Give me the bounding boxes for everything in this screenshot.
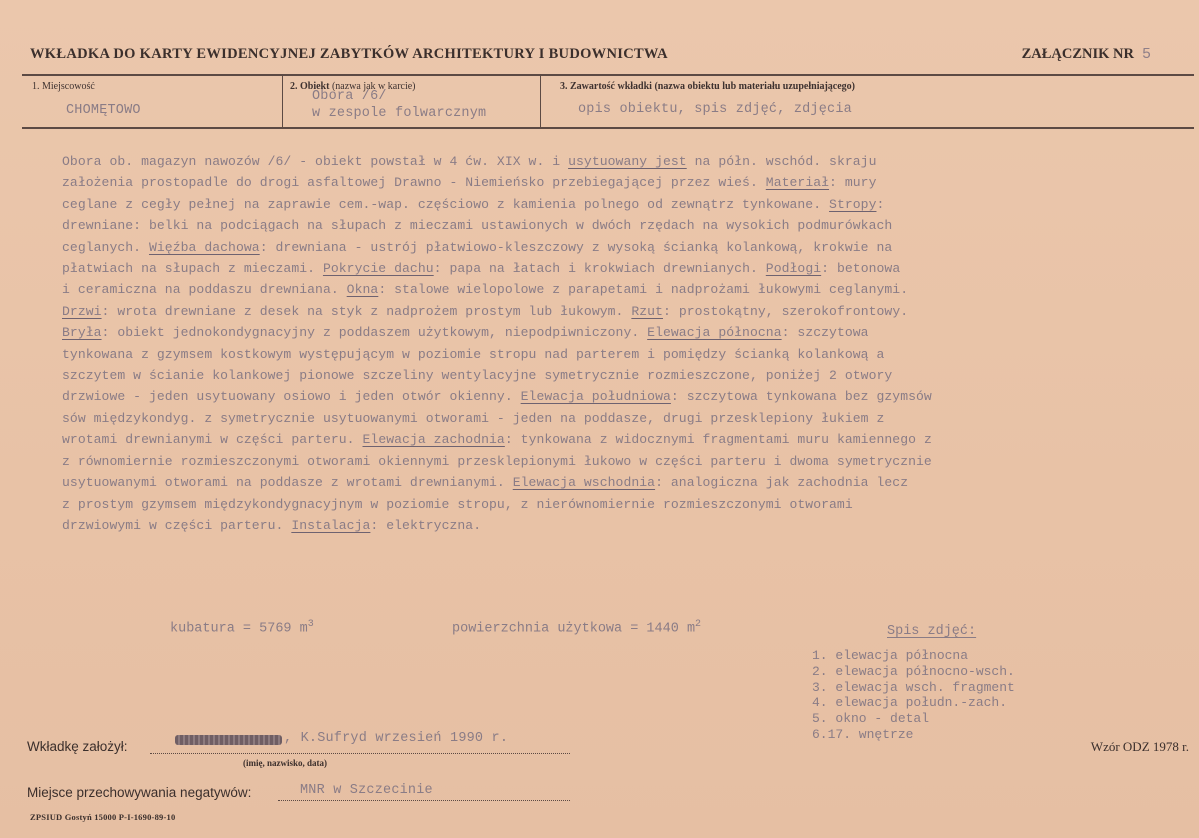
description-text: : szczytowa [781, 325, 869, 341]
description-text: drewniane: belki na podciągach na słupach z mieczami ustawionych w dwóch rzędach na wysokich podmurówkach [62, 218, 893, 234]
section-heading: Elewacja zachodnia [362, 432, 505, 448]
attachment-number-value: 5 [1141, 46, 1151, 63]
field-object-value-1: Obora /6/ [312, 89, 387, 104]
description-text: : papa na łatach i krokwiach drewnianych. [433, 261, 766, 277]
field-locality-label: 1. Miejscowość [32, 81, 95, 92]
description-line [62, 365, 1182, 386]
photo-list-item: 1. elewacja północna [812, 648, 969, 663]
description-line [62, 408, 1182, 429]
form-code: Wzór ODZ 1978 r. [1090, 739, 1189, 754]
crossed-out-signature [175, 735, 282, 745]
description-text: drzwiowe - jeden usytuowany osiowo i jeden otwór okienny. [62, 389, 521, 405]
description-text: : elektryczna. [370, 517, 482, 533]
description-line [62, 322, 1182, 343]
photo-list-item: 4. elewacja połudn.-zach. [812, 695, 1008, 711]
column-divider-1 [282, 76, 283, 127]
field-locality-value: CHOMĘTOWO [66, 103, 141, 118]
description-text: : [876, 196, 885, 212]
description-line [62, 172, 1182, 193]
description-text: ceglanych. [62, 239, 149, 255]
section-heading: Więźba dachowa [148, 239, 260, 255]
usable-area-exponent: 2 [695, 619, 702, 630]
description-body [62, 151, 1182, 536]
description-text: drzwiowymi w części parteru. [62, 517, 292, 533]
field-contents-label [560, 81, 855, 92]
negatives-storage-value: MNR w Szczecinie [300, 783, 433, 798]
description-text: z równomiernie rozmieszczonymi otworami okiennymi przesklepionymi łukowo w części parteru i dwoma symetrycznie [62, 453, 932, 469]
description-text: : szczytowa tynkowana bez gzymsów [670, 389, 932, 405]
description-text: : betonowa [821, 261, 901, 277]
photos-list [812, 648, 1015, 743]
section-heading: Drzwi [62, 303, 102, 319]
field-object-label-bold: 2. Obiekt [290, 81, 330, 92]
header-rule-bottom [22, 127, 1194, 129]
description-text: usytuowanymi otworami na poddasze z wrotami drewnianymi. [62, 475, 513, 491]
section-heading: Podłogi [765, 261, 822, 277]
photo-list-item: 2. elewacja północno-wsch. [812, 663, 1015, 679]
photo-list-item: 6.17. wnętrze [812, 726, 914, 742]
description-line [62, 194, 1182, 215]
photo-list-item: 3. elewacja wsch. fragment [812, 679, 1015, 695]
field-object-value-2: w zespole folwarcznym [312, 106, 487, 121]
description-text: tynkowana z gzymsem kostkowym występującym w poziomie stropu nad parterem i pomiędzy ścianką kolankową a [62, 346, 885, 362]
description-text: ceglane z cegły pełnej na zaprawie cem.-wap. częściowo z kamienia polnego od zewnątrz tynkowane. [62, 196, 830, 212]
description-line [62, 451, 1182, 472]
field-object-label-rest: (nazwa jak w karcie) [331, 81, 416, 92]
made-by-caption: (imię, nazwisko, data) [243, 758, 327, 768]
section-heading: usytuowany jest [568, 154, 687, 169]
description-line [62, 237, 1182, 258]
section-heading: Elewacja północna [647, 325, 782, 341]
description-line [62, 215, 1182, 236]
field-contents-label-rest: (nazwa obiektu lub materiału uzupełniającego) [654, 81, 856, 92]
made-by-label: Wkładkę założył: [27, 739, 128, 754]
description-line [62, 429, 1182, 450]
column-divider-2 [540, 76, 541, 127]
section-heading: Stropy [829, 196, 877, 212]
description-text: płatwiach na słupach z mieczami. [62, 261, 323, 277]
description-text: wrotami drewnianymi w części parteru. [62, 432, 363, 448]
description-line [62, 344, 1182, 365]
cubature-value: kubatura = 5769 m [170, 621, 308, 637]
section-heading: Elewacja południowa [520, 389, 671, 405]
section-heading: Okna [346, 282, 379, 298]
description-text: : obiekt jednokondygnacyjny z poddaszem użytkowym, niepodpiwniczony. [101, 325, 648, 341]
attachment-label: ZAŁĄCZNIK NR [1021, 46, 1134, 62]
negatives-storage-label: Miejsce przechowywania negatywów: [27, 785, 252, 800]
usable-area [452, 619, 701, 637]
description-text: : drewniana - ustrój płatwiowo-kleszczowy z wysoką ścianką kolankową, krokwie na [259, 239, 893, 255]
description-text: sów międzykondyg. z symetrycznie usytuowanymi otworami - jeden na poddasze, drugi przesklepiony łukiem z [62, 410, 885, 426]
description-line [62, 494, 1182, 515]
description-text: : analogiczna jak zachodnia lecz [655, 475, 909, 491]
section-heading: Instalacja [291, 517, 371, 533]
printer-imprint: ZPSIUD Gostyń 15000 P-I-1690-89-10 [30, 812, 176, 822]
usable-area-value: powierzchnia użytkowa = 1440 m [452, 621, 696, 637]
description-line [62, 472, 1182, 493]
description-text: : tynkowana z widocznymi fragmentami muru kamiennego z [504, 432, 932, 448]
cubature [170, 619, 314, 637]
description-text: : mury [829, 175, 877, 191]
section-heading: Materiał [765, 175, 830, 191]
description-text: : prostokątny, szerokofrontowy. [663, 303, 909, 319]
section-heading: Bryła [62, 325, 102, 341]
description-text: założenia prostopadle do drogi asfaltowej Drawno - Niemieńsko przebiegającej przez wieś. [62, 175, 766, 191]
made-by-line [150, 753, 570, 754]
header-rule-top [22, 74, 1194, 76]
description-text: : stalowe wielopolowe z parapetami i nadprożami łukowymi ceglanymi. [378, 282, 909, 298]
negatives-storage-line [278, 800, 570, 801]
description-text: Obora ob. magazyn nawozów /6/ - obiekt powstał w 4 ćw. XIX w. i [62, 154, 569, 169]
attachment-number [1022, 46, 1151, 63]
field-contents-value: opis obiektu, spis zdjęć, zdjęcia [578, 102, 852, 117]
description-line [62, 151, 1182, 172]
description-text: z prostym gzymsem międzykondygnacyjnym w poziomie stropu, z nierównomiernie rozmieszczonymi otworami [62, 496, 853, 512]
section-heading: Elewacja wschodnia [512, 475, 656, 491]
section-heading: Rzut [631, 303, 663, 319]
field-contents-label-bold: 3. Zawartość wkładki [560, 81, 652, 92]
description-line [62, 386, 1182, 407]
description-text: szczytem w ścianie kolankowej pionowe szczeliny wentylacyjne symetrycznie rozmieszczone, poniżej 2 otwory [62, 368, 893, 384]
photos-list-title: Spis zdjęć: [887, 624, 977, 639]
description-line [62, 515, 1182, 536]
description-line [62, 258, 1182, 279]
section-heading: Pokrycie dachu [322, 261, 434, 277]
description-text: na półn. wschód. skraju [686, 154, 877, 169]
photo-list-item: 5. okno - detal [812, 711, 930, 727]
card-title: WKŁADKA DO KARTY EWIDENCYJNEJ ZABYTKÓW ARCHITEKTURY I BUDOWNICTWA [30, 46, 668, 62]
description-line [62, 279, 1182, 300]
cubature-exponent: 3 [307, 619, 314, 630]
description-text: : wrota drewniane z desek na styk z nadprożem prostym lub łukowym. [101, 303, 632, 319]
description-line [62, 301, 1182, 322]
made-by-value: , K.Sufryd wrzesień 1990 r. [284, 731, 509, 746]
description-text: i ceramiczna na poddaszu drewniana. [62, 282, 347, 298]
